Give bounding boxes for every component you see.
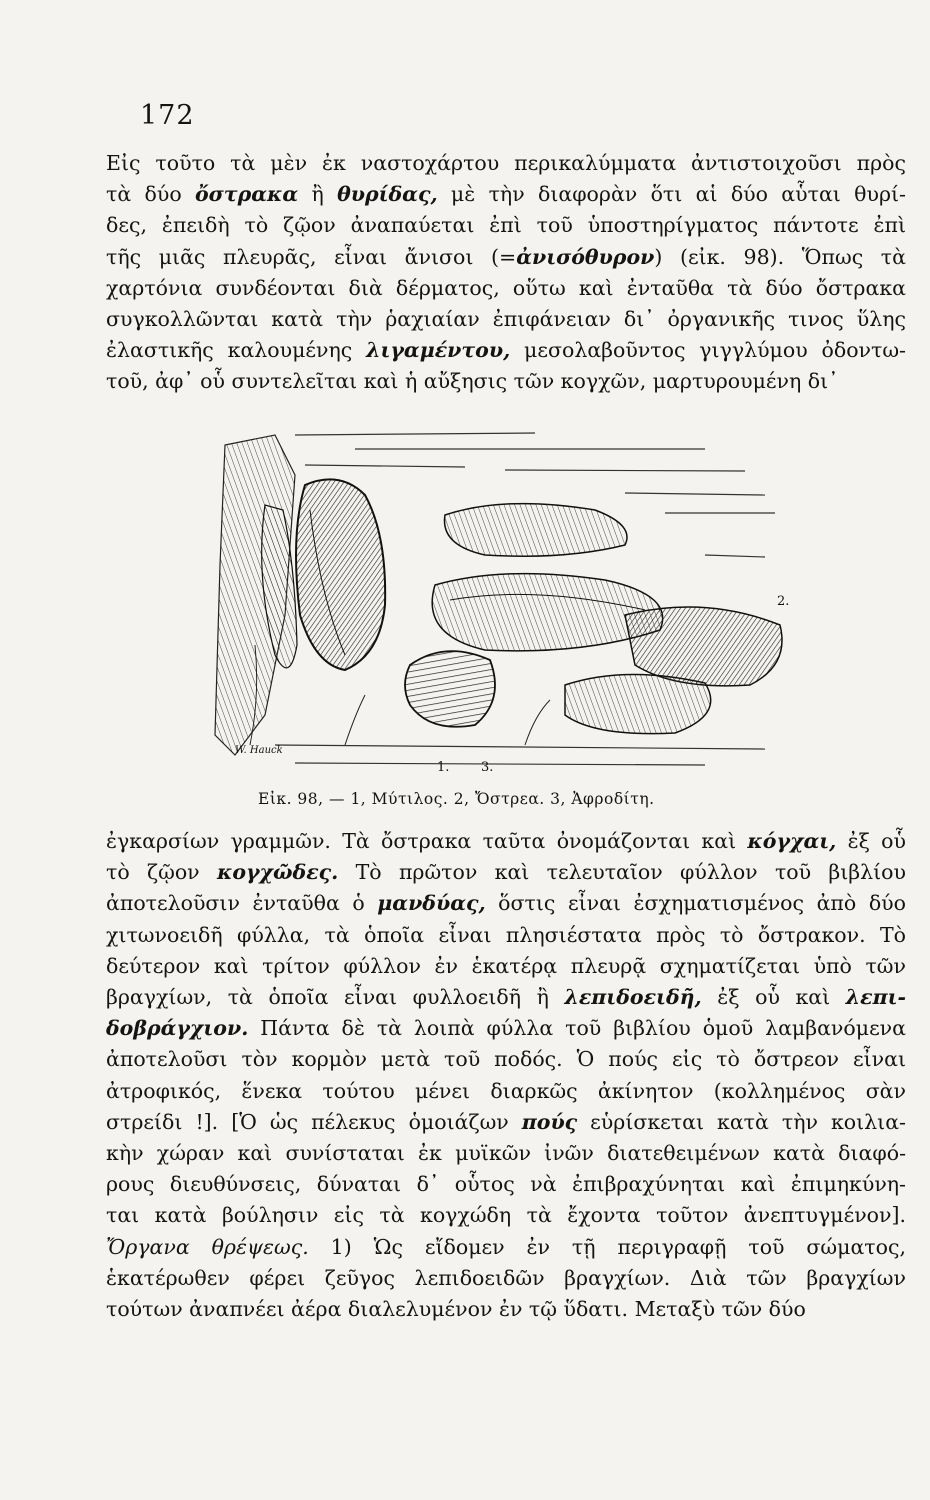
shells-engraving [205, 415, 795, 775]
paragraph-top [106, 148, 906, 398]
text-run: ἢ [298, 182, 338, 207]
text-line [106, 826, 906, 857]
oyster-top [445, 504, 628, 557]
emphasized-term: κογχῶδες. [216, 860, 339, 885]
text-run: χαρτόνια συνδέονται διὰ δέρματος, οὕτω καὶ ἐνταῦθα τὰ δύο ὄστρακα [106, 275, 906, 300]
text-run: δες, ἐπειδὴ τὸ ζῷον ἀναπαύεται ἐπὶ τοῦ ὑποστηρίγματος πάντοτε ἐπὶ [106, 213, 906, 238]
text-run: Εἰς τοῦτο τὰ μὲν ἐκ ναστοχάρτου περικαλύμματα ἀντιστοιχοῦσι πρὸς [106, 151, 906, 175]
text-line [106, 335, 906, 366]
text-line [106, 888, 906, 919]
text-run: τῆς μιᾶς πλευρᾶς, εἶναι ἄνισοι (= [106, 244, 517, 269]
figure-98-illustration [205, 415, 795, 775]
figure-label-2: 2. [777, 594, 790, 609]
text-run: ἑκατέρωθεν φέρει ζεῦγος λεπιδοειδῶν βραγχίων. Διὰ τῶν βραγχίων [106, 1265, 906, 1290]
text-line [106, 148, 906, 179]
text-line [106, 857, 906, 888]
text-run: Τὸ πρῶτον καὶ τελευταῖον φύλλον τοῦ βιβλίου [338, 860, 906, 885]
text-line [106, 1044, 906, 1075]
text-line [106, 1138, 906, 1169]
emphasized-term: δοβράγχιον. [106, 1016, 249, 1041]
text-line [106, 1200, 906, 1231]
text-run: μὲ τὴν διαφορὰν ὅτι αἱ δύο αὗται θυρί- [437, 182, 906, 207]
text-run: ται κατὰ βούλησιν εἰς τὰ κογχώδη τὰ ἔχοντα τοῦτον ἀνεπτυγμένον]. [106, 1203, 906, 1228]
text-run: τούτων ἀναπνέει ἀέρα διαλελυμένον ἐν τῷ ὕδατι. Μεταξὺ τῶν δύο [106, 1297, 806, 1322]
engraver-signature: W. Hauck [235, 745, 283, 756]
text-run: τοῦ, ἀφ᾽ οὗ συντελεῖται καὶ ἡ αὔξησις τῶν κογχῶν, μαρτυρουμένη δι᾽ [106, 369, 839, 394]
text-run: συγκολλῶνται κατὰ τὴν ῥαχιαίαν ἐπιφάνειαν δι᾽ ὀργανικῆς τινος ὕλης [106, 307, 906, 332]
text-run: ὅστις εἶναι ἐσχηματισμένος ἀπὸ δύο [485, 891, 906, 916]
text-line [106, 951, 906, 982]
emphasized-term: ὄστρακα [194, 182, 299, 207]
text-run: μεσολαβοῦντος γιγγλύμου ὀδοντω- [510, 338, 906, 363]
oyster-right [625, 607, 782, 686]
emphasized-term: μανδύας, [377, 891, 486, 916]
text-line [106, 210, 906, 241]
text-line [106, 920, 906, 951]
text-run: ρους διευθύνσεις, δύναται δ᾽ οὗτος νὰ ἐπιβραχύνηται καὶ ἐπιμηκύνη- [106, 1172, 906, 1197]
section-heading: Ὄργανα θρέψεως. [106, 1234, 309, 1259]
mussel-shell [296, 479, 385, 670]
emphasized-term: λεπι- [845, 985, 906, 1010]
text-line [106, 1294, 906, 1325]
text-line [106, 1076, 906, 1107]
text-line [106, 1013, 906, 1044]
figure-caption: Εἰκ. 98, — 1, Μύτιλος. 2, Ὄστρεα. 3, Ἀφροδίτη. [258, 790, 655, 808]
text-run: 1) Ὡς εἴδομεν ἐν τῇ περιγραφῇ τοῦ σώματος, [308, 1234, 906, 1259]
text-run: ἀτροφικός, ἕνεκα τούτου μένει διαρκῶς ἀκίνητον (κολλημένος σὰν [106, 1078, 906, 1103]
text-run: ἐλαστικῆς καλουμένης [106, 338, 367, 363]
text-line [106, 1232, 906, 1263]
text-run: Πάντα δὲ τὰ λοιπὰ φύλλα τοῦ βιβλίου ὁμοῦ λαμβανόμενα [248, 1016, 906, 1041]
oyster-middle [432, 574, 662, 651]
text-line [106, 304, 906, 335]
page-number: 172 [140, 100, 195, 131]
text-run: ἀποτελοῦσι τὸν κορμὸν μετὰ τοῦ ποδός. Ὁ πούς εἰς τὸ ὄστρεον εἶναι [106, 1047, 906, 1072]
emphasized-term: πούς [521, 1109, 578, 1134]
text-run: τὰ δύο [106, 182, 195, 207]
text-run: ἐξ οὗ καὶ [701, 985, 846, 1010]
text-run: δεύτερον καὶ τρίτον φύλλον ἐν ἑκατέρᾳ πλευρᾷ σχηματίζεται ὑπὸ τῶν [106, 953, 906, 978]
text-run: στρείδι !]. [Ὁ ὡς πέλεκυς ὁμοιάζων [106, 1109, 522, 1134]
text-line [106, 242, 906, 273]
oyster-lower [565, 674, 711, 733]
text-line [106, 366, 906, 397]
venus-shell [405, 651, 495, 727]
emphasized-term: ἀνισόθυρον [516, 244, 655, 269]
text-line [106, 1263, 906, 1294]
text-line [106, 273, 906, 304]
text-run: ἐξ οὗ [836, 829, 906, 853]
text-run: ἐγκαρσίων γραμμῶν. Τὰ ὄστρακα ταῦτα ὀνομάζονται καὶ [106, 829, 748, 853]
emphasized-term: λεπιδοειδῆ, [564, 985, 702, 1010]
text-line [106, 179, 906, 210]
text-run: εὑρίσκεται κατὰ τὴν κοιλια- [577, 1109, 906, 1134]
figure-label-1: 1. [437, 760, 450, 775]
text-run: χιτωνοειδῆ φύλλα, τὰ ὁποῖα εἶναι πλησιέστατα πρὸς τὸ ὄστρακον. Τὸ [106, 922, 906, 947]
text-line [106, 1107, 906, 1138]
emphasized-term: κόγχαι, [747, 829, 837, 853]
text-run: τὸ ζῷον [106, 860, 217, 885]
emphasized-term: θυρίδας, [337, 182, 438, 207]
text-line [106, 1169, 906, 1200]
paragraph-bottom [106, 826, 906, 1325]
text-run: βραγχίων, τὰ ὁποῖα εἶναι φυλλοειδῆ ἢ [106, 985, 565, 1010]
text-run: κὴν χώραν καὶ συνίσταται ἐκ μυϊκῶν ἰνῶν διατεθειμένων κατὰ διαφό- [106, 1141, 906, 1166]
emphasized-term: λιγαμέντου, [366, 338, 511, 363]
text-run: ἀποτελοῦσιν ἐνταῦθα ὁ [106, 891, 378, 916]
text-line [106, 982, 906, 1013]
text-run: ) (εἰκ. 98). Ὅπως τὰ [654, 244, 906, 269]
figure-label-3: 3. [481, 760, 494, 775]
